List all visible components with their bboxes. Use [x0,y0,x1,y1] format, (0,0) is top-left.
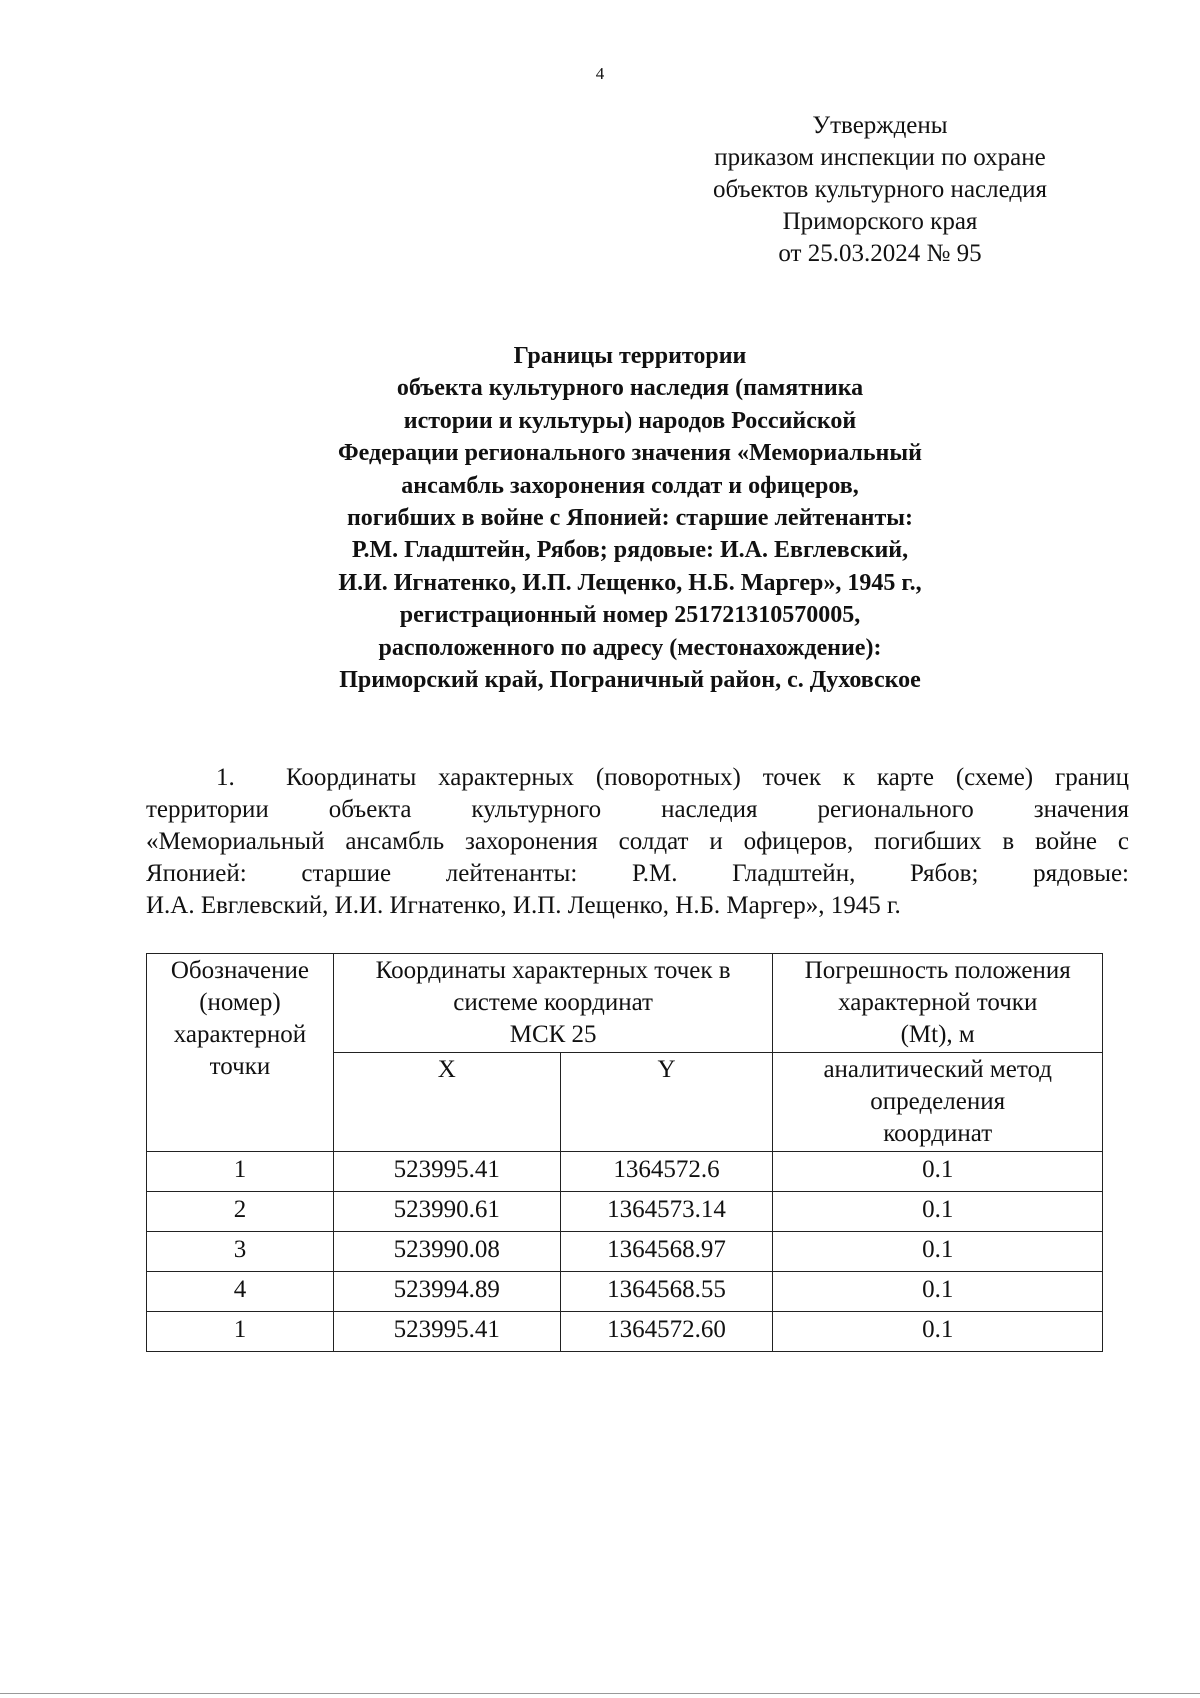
header-point: Обозначение (номер) характерной точки [147,954,334,1152]
cell-point: 1 [147,1152,334,1192]
title-line: объекта культурного наследия (памятника [396,375,864,402]
cell-error: 0.1 [773,1272,1103,1312]
title-line: погибших в войне с Японией: старшие лейтенанты: [346,505,914,532]
approval-line: Приморского края [782,208,978,235]
cell-point: 4 [147,1272,334,1312]
title-line: И.И. Игнатенко, И.П. Лещенко, Н.Б. Маргер», 1945 г., [338,569,922,596]
paragraph-line [146,762,1129,794]
paragraph-line: И.А. Евглевский, И.И. Игнатенко, И.П. Лещенко, Н.Б. Маргер», 1945 г. [146,892,901,919]
header-error: Погрешность положения характерной точки (Mt), м [773,954,1103,1053]
cell-x: 523990.08 [333,1232,560,1272]
coordinates-table [146,953,1103,1352]
table-row [147,1232,1103,1272]
approval-line: от 25.03.2024 № 95 [778,240,982,267]
header-coordinates: Координаты характерных точек в системе координат МСК 25 [333,954,773,1053]
cell-point: 3 [147,1232,334,1272]
cell-x: 523995.41 [333,1312,560,1352]
cell-y: 1364568.97 [560,1232,773,1272]
header-x: X [333,1053,560,1152]
header-method: аналитический метод определения координат [773,1053,1103,1152]
paragraph-number: 1. [216,764,235,791]
title-line: Границы территории [513,343,747,369]
header-y: Y [560,1053,773,1152]
cell-y: 1364572.6 [560,1152,773,1192]
approval-line: Утверждены [812,112,948,139]
approval-line: объектов культурного наследия [713,176,1047,203]
title-line: регистрационный номер 251721310570005, [399,602,861,629]
cell-y: 1364573.14 [560,1192,773,1232]
cell-x: 523995.41 [333,1152,560,1192]
title-line: расположенного по адресу (местонахождение): [378,634,882,661]
coordinates-paragraph [146,762,1129,922]
document-title [150,340,1110,696]
cell-error: 0.1 [773,1152,1103,1192]
cell-x: 523994.89 [333,1272,560,1312]
paragraph-text: Координаты характерных (поворотных) точек к карте (схеме) границ [286,764,1129,791]
title-line: ансамбль захоронения солдат и офицеров, [401,472,859,499]
cell-x: 523990.61 [333,1192,560,1232]
title-line: Р.М. Гладштейн, Рябов; рядовые: И.А. Евглевский, [351,537,909,564]
cell-error: 0.1 [773,1312,1103,1352]
cell-error: 0.1 [773,1232,1103,1272]
table-row [147,1272,1103,1312]
approval-block [660,110,1100,270]
table-row [147,1152,1103,1192]
cell-point: 1 [147,1312,334,1352]
paragraph-line: территории объекта культурного наследия регионального значения [146,796,1129,823]
page-bottom-rule [0,1693,1200,1694]
title-line: Приморский край, Пограничный район, с. Духовское [339,667,921,694]
cell-y: 1364572.60 [560,1312,773,1352]
cell-point: 2 [147,1192,334,1232]
table-row [147,1192,1103,1232]
title-line: истории и культуры) народов Российской [403,407,857,434]
page-number: 4 [595,64,605,83]
table-row [147,1312,1103,1352]
cell-y: 1364568.55 [560,1272,773,1312]
table-header-row [147,954,1103,1053]
paragraph-line: Японией: старшие лейтенанты: Р.М. Гладштейн, Рябов; рядовые: [146,860,1129,887]
title-line: Федерации регионального значения «Мемориальный [338,440,922,467]
cell-error: 0.1 [773,1192,1103,1232]
paragraph-line: «Мемориальный ансамбль захоронения солдат и офицеров, погибших в войне с [146,828,1129,855]
approval-line: приказом инспекции по охране [714,144,1046,171]
